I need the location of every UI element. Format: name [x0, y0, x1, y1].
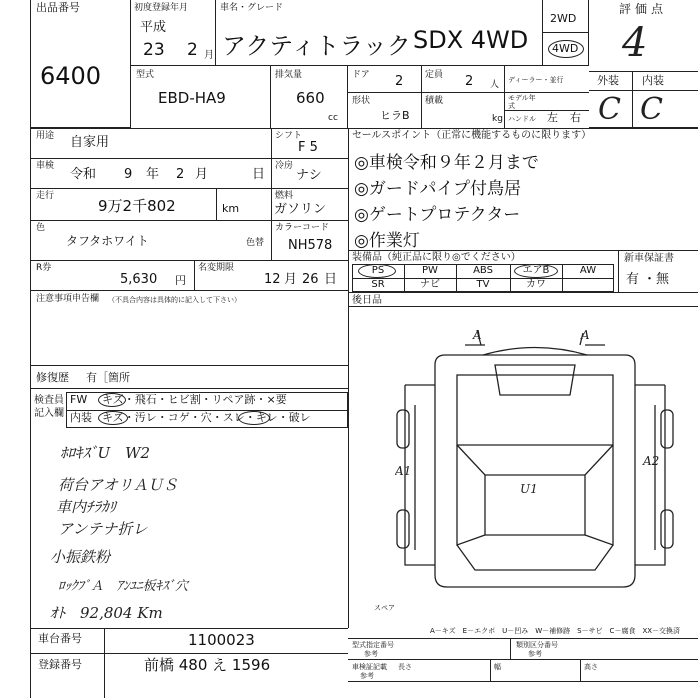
- reg-year: 23: [143, 40, 165, 60]
- body-label: 形状: [352, 96, 371, 106]
- handle-right: 右: [570, 111, 581, 124]
- recycle-label: R券: [36, 263, 52, 273]
- circle-mark-int-2: [238, 411, 270, 425]
- recycle-unit: 円: [175, 274, 186, 287]
- lot-number: 6400: [40, 62, 102, 90]
- diagram-a-top-right: A: [581, 328, 590, 342]
- chassis-number: 1100023: [188, 631, 255, 649]
- handwritten-note-2: 荷台アオリＡＵＳ: [58, 476, 178, 494]
- category-ref: 参考: [528, 650, 542, 658]
- equip-tv: TV: [476, 279, 490, 290]
- car-name: アクティトラック: [222, 32, 411, 60]
- circle-mark-ps: [358, 264, 396, 278]
- deadline-day: 26: [302, 272, 319, 287]
- doors-value: 2: [395, 74, 404, 89]
- lot-number-label: 出品番号: [36, 1, 80, 14]
- ext-grade: C: [598, 92, 621, 127]
- shift-value: F 5: [298, 140, 318, 155]
- capacity-unit: 人: [490, 80, 500, 90]
- equip-airbag: エアB: [522, 265, 550, 276]
- dealer-label: ディーラー・並行: [508, 76, 564, 84]
- length-label: 長さ: [398, 663, 412, 671]
- handwritten-note-1: ﾎﾛｷｽﾞU W2: [60, 444, 151, 462]
- int-label: 内装: [642, 74, 664, 87]
- deadline-label: 名変期限: [198, 263, 235, 273]
- car-name-label: 車名・グレード: [220, 3, 284, 13]
- diagram-a1-left: A1: [395, 464, 412, 478]
- equip-abs: ABS: [473, 265, 493, 276]
- recycle-value: 5,630: [120, 272, 158, 287]
- dims-label: 車検証記載: [352, 663, 387, 671]
- inspection-day-unit: 日: [252, 167, 266, 182]
- equip-navi: ナビ: [420, 279, 440, 290]
- equipment-label: 装備品（純正品に限り◎でください）: [352, 252, 521, 263]
- handle-label: ハンドル: [508, 115, 536, 123]
- color-code-value: NH578: [288, 238, 333, 253]
- height-label: 高さ: [584, 663, 598, 671]
- diagram-u1-center: U1: [520, 482, 538, 496]
- fuel-label: 燃料: [275, 191, 294, 201]
- body-value: ヒラB: [380, 109, 410, 122]
- drive-4wd: 4WD: [552, 42, 579, 55]
- fw-items: キズ・飛石・ヒビ割・リペア跡・×要: [102, 393, 287, 406]
- cc-unit: cc: [328, 113, 338, 123]
- int-items: キズ・汚レ・コゲ・穴・スレ・キレ・破レ: [102, 411, 311, 424]
- damage-legend: A－キズ E－エクボ U－凹み W－補修跡 S－サビ C－腐食 XX－交換済: [430, 627, 681, 635]
- sales-point-3: ◎ゲートプロテクター: [354, 205, 521, 225]
- reg-month-unit: 月: [204, 50, 214, 61]
- plate-number: 前橋 480 え 1596: [144, 656, 271, 674]
- equip-pw: PW: [422, 265, 438, 276]
- chassis-label: 車台番号: [38, 632, 82, 645]
- deadline-month-unit: 月: [284, 272, 298, 287]
- load-unit: kg: [492, 114, 503, 124]
- mileage-value: 9万2千802: [98, 197, 176, 215]
- circle-mark-airbag: [514, 264, 558, 278]
- car-grade: SDX 4WD: [413, 26, 529, 54]
- capacity-label: 定員: [425, 70, 444, 80]
- equip-sr: SR: [371, 279, 385, 290]
- circle-mark-int-1: [98, 411, 128, 425]
- inspector-label-2: 記入欄: [34, 408, 64, 419]
- sales-point-2: ◎ガードパイプ付鳥居: [354, 179, 521, 199]
- warranty-label: 新車保証書: [624, 253, 674, 264]
- color-change-label: 色替: [246, 238, 265, 248]
- sales-point-4: ◎作業灯: [354, 231, 420, 251]
- sales-points-label: セールスポイント（正常に機能するものに限ります）: [352, 130, 592, 141]
- use-label: 用途: [36, 131, 55, 141]
- remarks-sub: （不具合内容は具体的に記入して下さい）: [108, 296, 241, 304]
- handwritten-note-7: ｵﾄ 92,804 Km: [50, 604, 163, 622]
- inspection-month-unit: 月: [195, 167, 209, 182]
- plate-label: 登録番号: [38, 658, 82, 671]
- model-value: EBD-HA9: [158, 89, 226, 107]
- ac-value: ナシ: [296, 168, 322, 183]
- ext-label: 外装: [597, 74, 619, 87]
- remarks-label: 注意事項申告欄: [36, 294, 100, 304]
- model-year-label: モデル年式: [508, 94, 536, 110]
- fuel-value: ガソリン: [274, 202, 327, 217]
- handwritten-note-6: ﾛｯｸﾌﾞＡ ｱﾝﾕﾆ板ｷｽﾞ穴: [58, 579, 189, 594]
- warranty-sep: ・: [643, 272, 657, 287]
- color-code-label: カラーコード: [275, 223, 330, 233]
- dims-ref: 参考: [360, 672, 374, 680]
- inspection-year: 9: [124, 167, 133, 182]
- equip-aw: AW: [579, 265, 597, 276]
- model-cert-label: 型式指定番号: [352, 641, 394, 649]
- cc-label: 排気量: [275, 70, 303, 80]
- model-label: 型式: [136, 70, 155, 80]
- diagram-a-top-left: A: [473, 328, 482, 342]
- score-value: 4: [622, 20, 648, 66]
- diagram-a2-right: A2: [643, 454, 660, 468]
- rear-items-label: 後日品: [352, 295, 382, 306]
- handle-left: 左: [547, 111, 558, 124]
- reg-month: 2: [187, 40, 198, 60]
- int-grade: C: [640, 92, 663, 127]
- deadline-day-unit: 日: [324, 272, 338, 287]
- reg-era: 平成: [140, 20, 167, 35]
- equip-leather: カワ: [526, 279, 546, 290]
- use-value: 自家用: [70, 135, 110, 150]
- warranty-no: 無: [656, 272, 670, 287]
- cc-value: 660: [296, 89, 325, 107]
- doors-label: ドア: [352, 70, 370, 80]
- deadline-month: 12: [264, 272, 281, 287]
- drive-2wd: 2WD: [550, 12, 577, 25]
- int-check-label: 内装: [70, 411, 92, 424]
- color-value: タフタホワイト: [66, 234, 149, 248]
- mileage-label: 走行: [36, 191, 55, 201]
- load-label: 積載: [425, 96, 444, 106]
- fw-label: FW: [70, 393, 88, 406]
- handwritten-note-4: アンテナ折レ: [58, 520, 148, 538]
- spare-label: スペア: [374, 604, 395, 612]
- repair-value: 有［箇所: [86, 371, 130, 384]
- ac-label: 冷房: [275, 161, 294, 171]
- capacity-value: 2: [465, 74, 474, 89]
- inspection-month: 2: [176, 167, 185, 182]
- sales-point-1: ◎車検令和９年２月まで: [354, 153, 539, 173]
- circle-mark-fw: [98, 393, 126, 407]
- inspection-era: 令和: [70, 167, 97, 182]
- width-label: 幅: [494, 663, 501, 671]
- handwritten-note-5: 小振鉄粉: [50, 548, 111, 566]
- handwritten-note-3: 車内ﾁﾗｶﾘ: [56, 498, 117, 516]
- mileage-unit: km: [222, 202, 240, 215]
- warranty-yes: 有: [626, 272, 640, 287]
- equip-ps: PS: [371, 265, 385, 276]
- shift-label: シフト: [275, 131, 303, 141]
- first-reg-label: 初度登録年月: [134, 3, 189, 13]
- repair-label: 修復歴: [36, 371, 69, 384]
- inspection-year-unit: 年: [146, 167, 160, 182]
- category-label: 類別区分番号: [516, 641, 558, 649]
- inspection-label: 車検: [36, 161, 55, 171]
- model-cert-ref: 参考: [364, 650, 378, 658]
- car-damage-diagram: [395, 325, 675, 625]
- color-label: 色: [36, 223, 46, 233]
- inspector-label-1: 検査員: [34, 395, 64, 406]
- score-label: 評価点: [619, 2, 668, 16]
